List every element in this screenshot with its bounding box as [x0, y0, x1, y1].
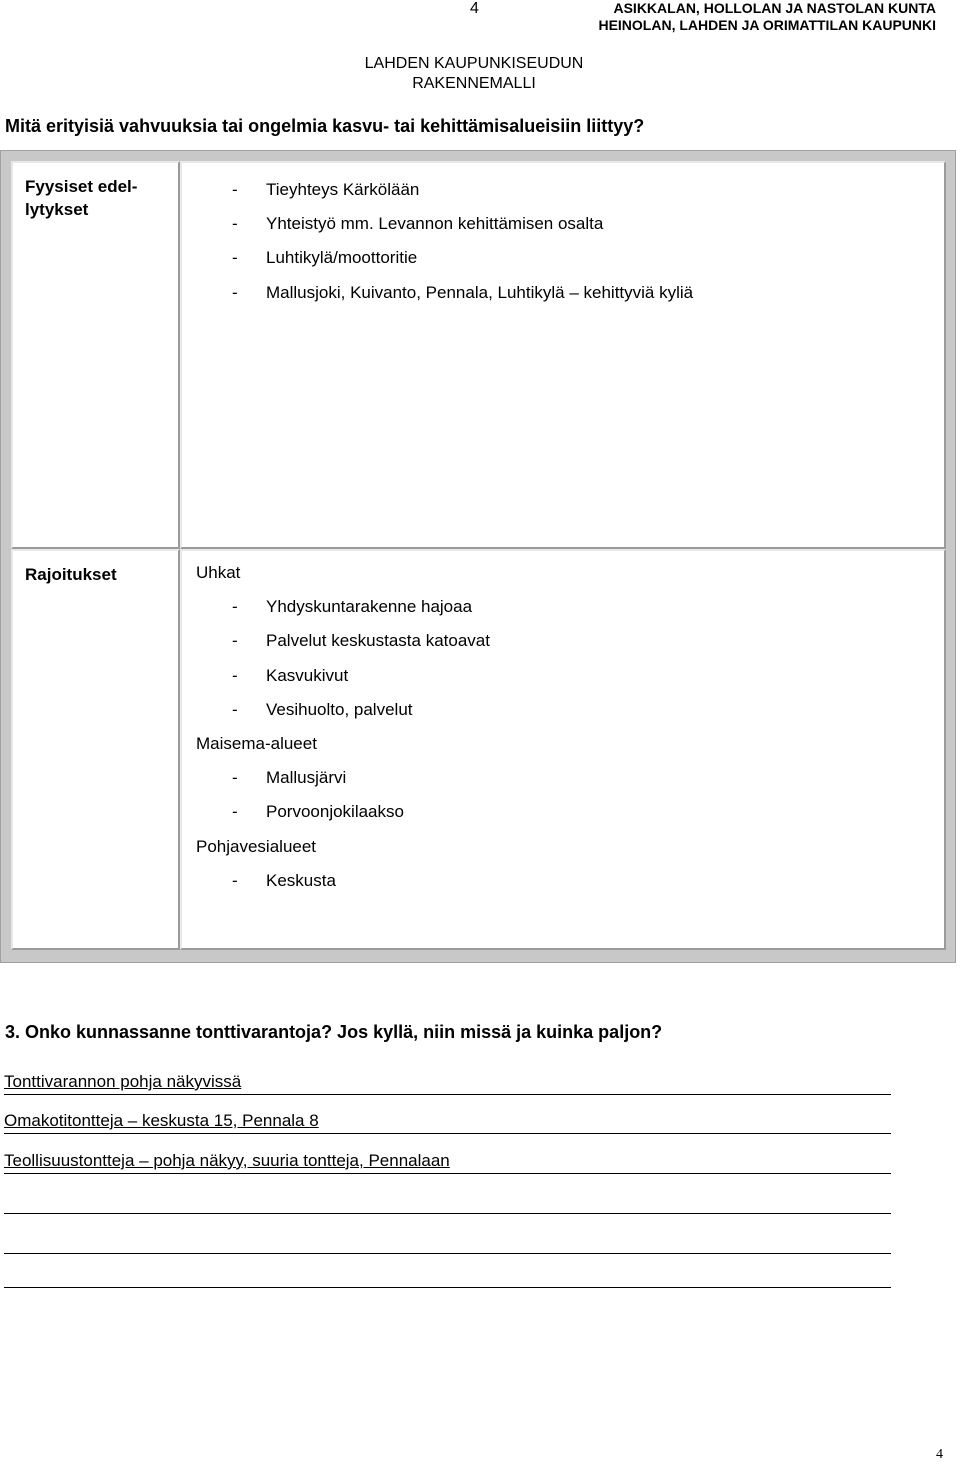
- organization-header: [598, 0, 936, 34]
- row2-label: Rajoitukset: [25, 565, 117, 584]
- list-item: - Vesihuolto, palvelut: [232, 699, 413, 719]
- question-3: 3. Onko kunnassanne tonttivarantoja? Jos kyllä, niin missä ja kuinka paljon?: [5, 1022, 663, 1042]
- model-line-2: RAKENNEMALLI: [412, 75, 536, 92]
- row1-label: [25, 175, 137, 221]
- group-heading-groundwater: Pohjavesialueet: [196, 836, 317, 856]
- list-item: - Kasvukivut: [232, 665, 349, 685]
- list-item: - Luhtikylä/moottoritie: [232, 248, 418, 268]
- answer-line-5: [4, 1220, 891, 1254]
- list-item: - Yhteistyö mm. Levannon kehittämisen osalta: [232, 214, 604, 234]
- row2-list: [196, 556, 490, 898]
- row1-label-line-1: Fyysiset edel-: [25, 177, 138, 196]
- answer-line-1: Tonttivarannon pohja näkyvissä: [4, 1061, 891, 1095]
- row1-label-line-2: lytykset: [25, 200, 89, 219]
- row1-content-cell: [180, 161, 946, 549]
- row1-label-cell: [11, 161, 180, 549]
- answer-line-2: Omakotitontteja – keskusta 15, Pennala 8: [4, 1100, 891, 1134]
- model-line-1: LAHDEN KAUPUNKISEUDUN: [364, 55, 584, 72]
- list-item: - Mallusjoki, Kuivanto, Pennala, Luhtikylä – kehittyviä kyliä: [232, 282, 694, 302]
- list-item: - Porvoonjokilaakso: [232, 802, 404, 822]
- list-item: - Mallusjärvi: [232, 768, 347, 788]
- row2-content-cell: [180, 549, 946, 950]
- org-line-1: ASIKKALAN, HOLLOLAN JA NASTOLAN KUNTA: [613, 0, 936, 16]
- row1-list: [196, 173, 693, 310]
- group-heading-landscape: Maisema-alueet: [196, 734, 317, 754]
- row2-label-cell: [11, 549, 180, 950]
- page-number-top: 4: [470, 0, 479, 17]
- list-item: - Keskusta: [232, 870, 336, 890]
- org-line-2: HEINOLAN, LAHDEN JA ORIMATTILAN KAUPUNKI: [598, 17, 936, 33]
- page-number-bottom: 4: [936, 1447, 943, 1462]
- model-header: [0, 54, 948, 94]
- answer-line-3: Teollisuustontteja – pohja näkyy, suuria tontteja, Pennalaan: [4, 1140, 891, 1174]
- list-item: - Palvelut keskustasta katoavat: [232, 631, 490, 651]
- answer-line-6: [4, 1254, 891, 1288]
- answer-line-4: [4, 1180, 891, 1214]
- question-1: Mitä erityisiä vahvuuksia tai ongelmia kasvu- tai kehittämisalueisiin liittyy?: [5, 116, 645, 136]
- list-item: - Yhdyskuntarakenne hajoaa: [232, 597, 473, 617]
- strengths-table: [0, 150, 956, 963]
- list-item: - Tieyhteys Kärkölään: [232, 180, 420, 199]
- group-heading-threats: Uhkat: [196, 563, 241, 582]
